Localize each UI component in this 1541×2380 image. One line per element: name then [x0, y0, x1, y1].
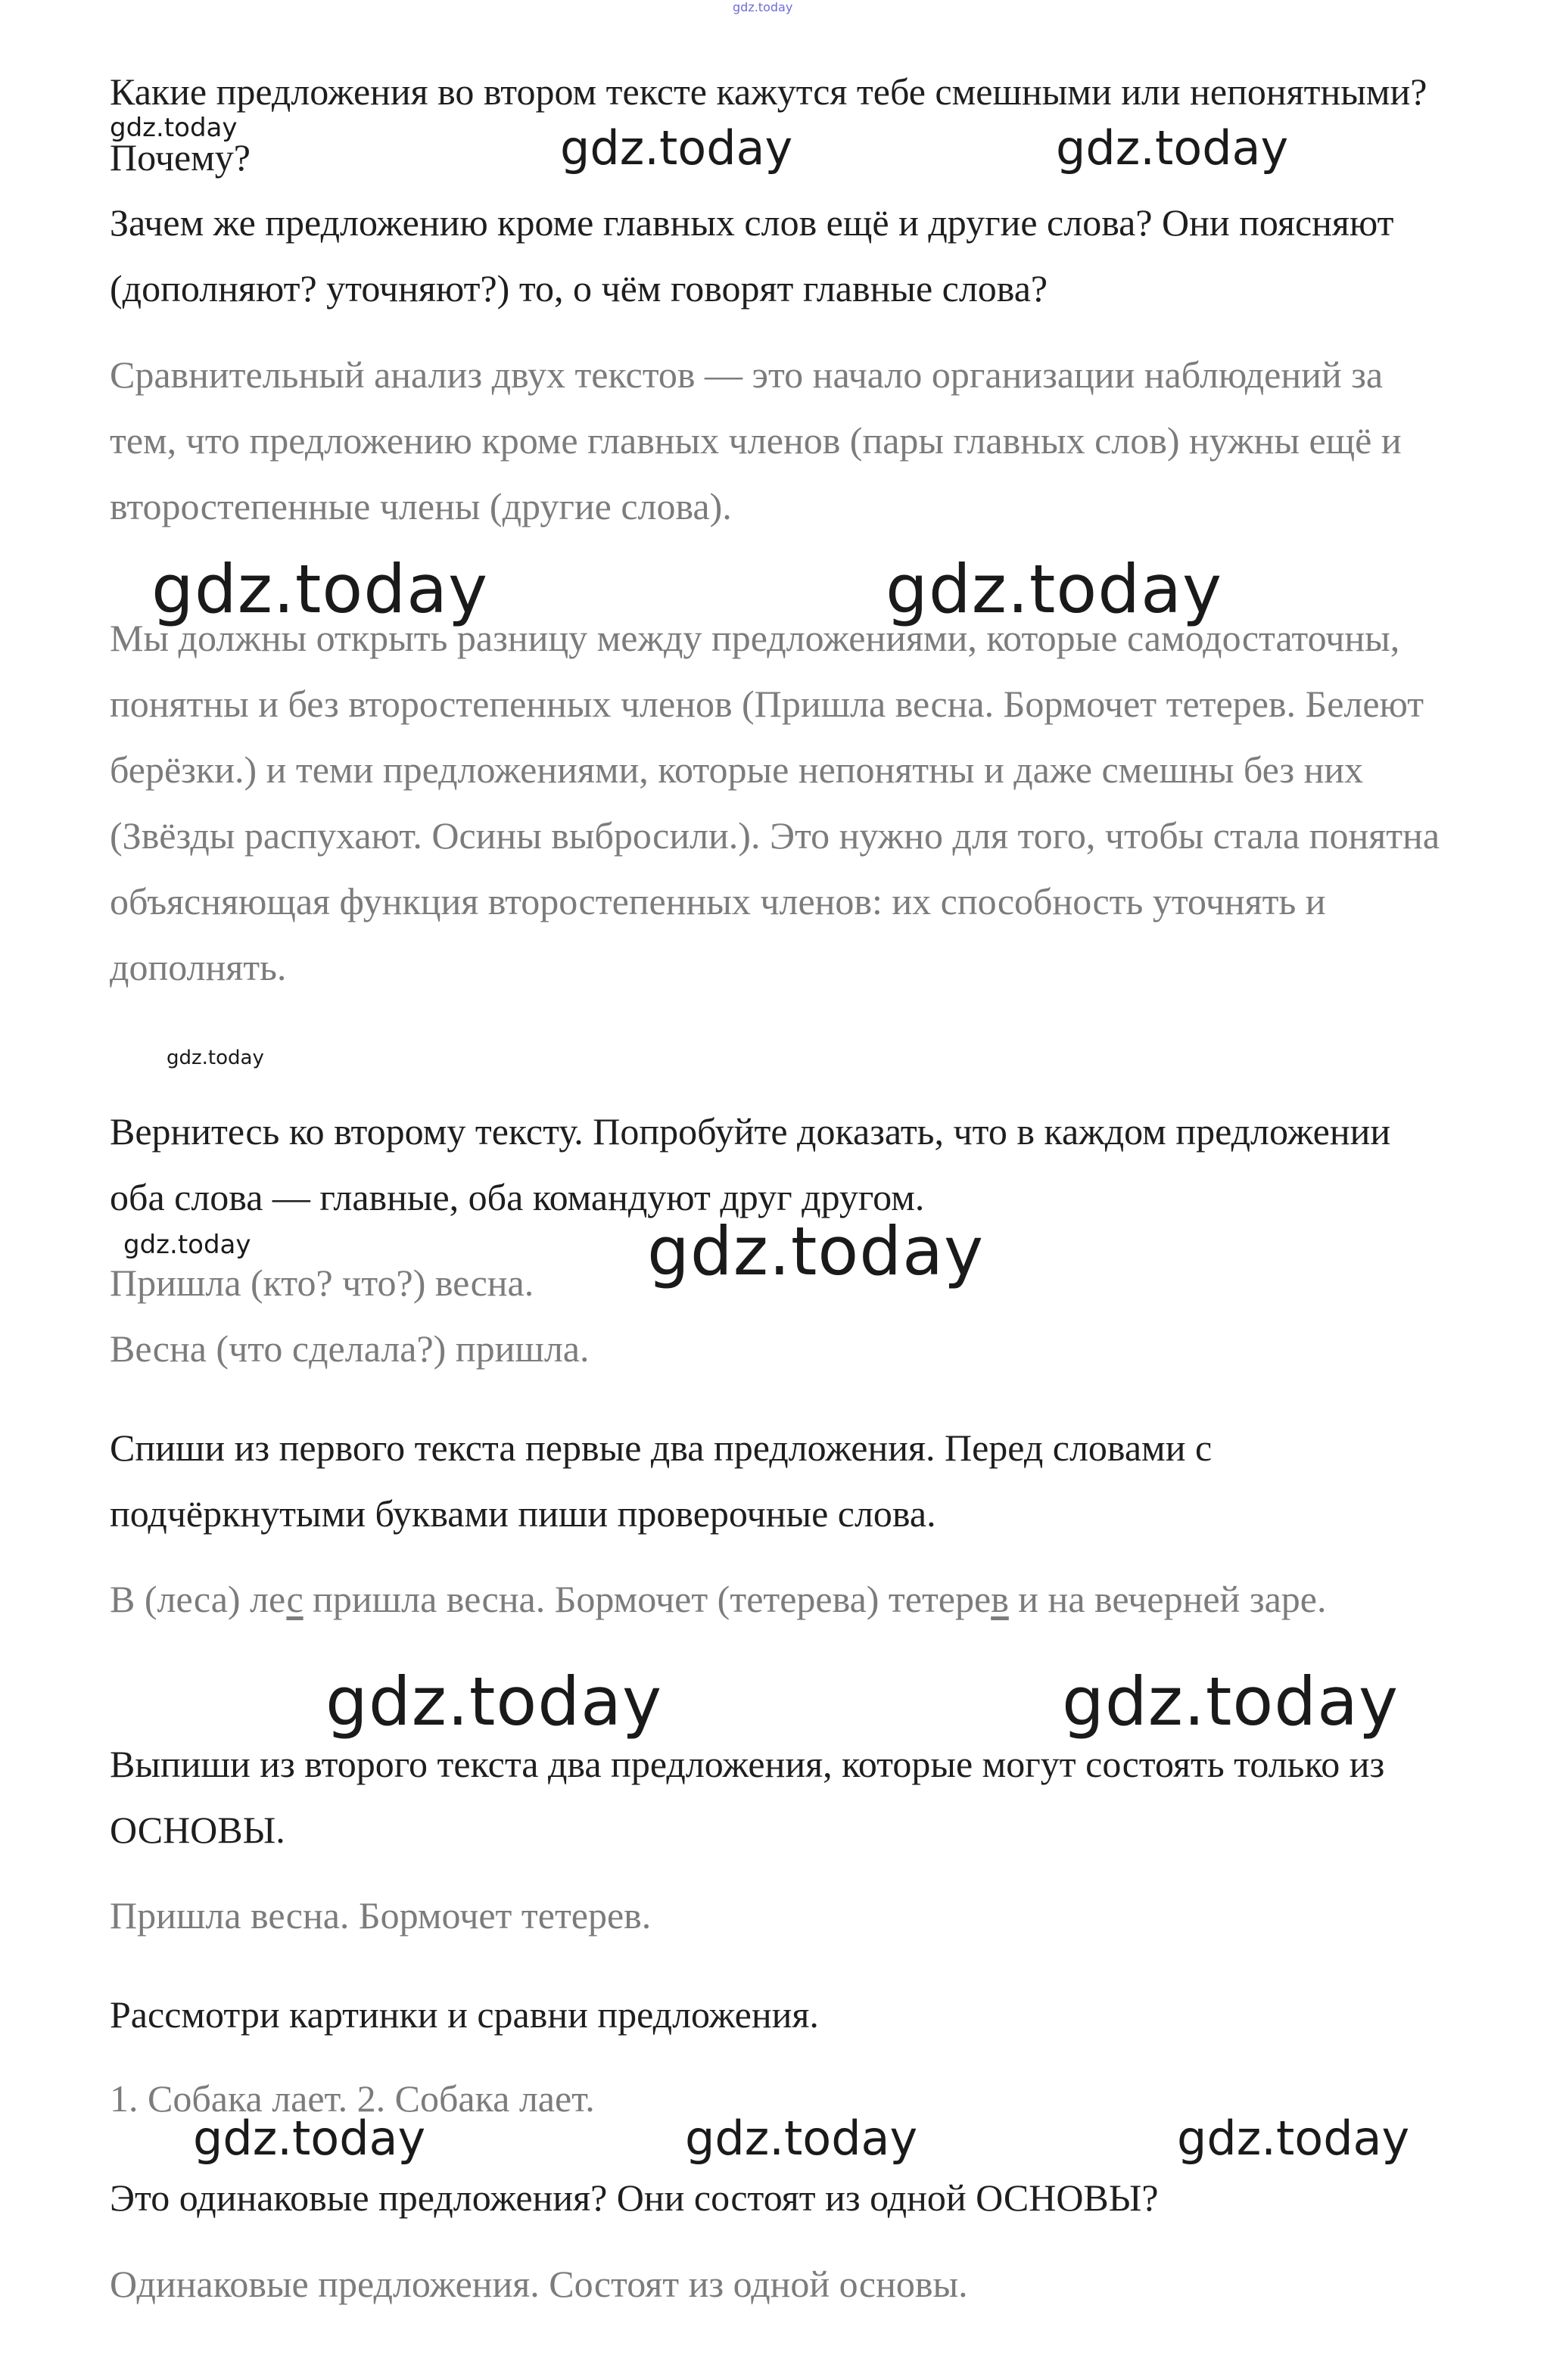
underlined-letter: с: [286, 1578, 304, 1620]
watermark: gdz.today: [647, 1212, 985, 1290]
question-return-to-second-text: Вернитесь ко второму тексту. Попробуйте доказать, что в каждом предложении оба слова — главные, оба командуют друг другом.: [110, 1110, 1391, 1218]
watermark: gdz.today: [1177, 2111, 1410, 2166]
answer-line-2: Весна (что сделала?) пришла.: [110, 1327, 590, 1370]
question-why-other-words: Зачем же предложению кроме главных слов ещё и другие слова? Они поясняют (дополняют? уточняют?) то, о чём говорят главные слова?: [110, 201, 1394, 310]
answer-comparative-analysis: Сравнительный анализ двух текстов — это начало организации наблюдений за тем, что предложению кроме главных членов (пары главных слов) нужны ещё и второстепенные члены (другие слова).: [110, 353, 1402, 527]
answer-difference-explanation: Мы должны открыть разницу между предложениями, которые самодостаточны, понятны и без второстепенных членов (Пришла весна. Бормочет тетерев. Белеют берёзки.) и теми предложениями, которые непонятны и даже смешны без них (Звёзды распухают. Осины выбросили.). Это нужно для того, чтобы стала понятна объясняющая функция второстепенных членов: их способность уточнять и дополнять.: [110, 617, 1440, 988]
answer-part: пришла весна. Бормочет (тетерева) тетере: [303, 1578, 992, 1620]
answer-line-1: Пришла (кто? что?) весна.: [110, 1262, 534, 1304]
watermark: gdz.today: [193, 2111, 426, 2166]
watermark: gdz.today: [325, 1663, 663, 1741]
answer-part: В (леса) ле: [110, 1578, 287, 1620]
underlined-letter: в: [991, 1578, 1009, 1620]
question-compare-pictures: Рассмотри картинки и сравни предложения.: [110, 1993, 819, 2036]
watermark: gdz.today: [1056, 120, 1289, 176]
answer-base-sentences: Пришла весна. Бормочет тетерев.: [110, 1894, 652, 1937]
watermark: gdz.today: [560, 120, 793, 176]
watermark: gdz.today: [151, 550, 489, 628]
answer-same-sentences: Одинаковые предложения. Состоят из одной основы.: [110, 2263, 968, 2305]
question-write-out-base: Выпиши из второго текста два предложения, которые могут состоять только из ОСНОВЫ.: [110, 1743, 1385, 1851]
watermark: gdz.today: [886, 550, 1223, 628]
answer-dog-barks: 1. Собака лает. 2. Собака лает.: [110, 2077, 595, 2120]
header-watermark: gdz.today: [733, 0, 793, 14]
watermark: gdz.today: [123, 1230, 251, 1260]
answer-copied-sentences: [110, 1566, 1442, 1632]
question-copy-sentences: Спиши из первого текста первые два предложения. Перед словами с подчёркнутыми буквами пиши проверочные слова.: [110, 1426, 1213, 1535]
watermark: gdz.today: [685, 2111, 918, 2166]
watermark: gdz.today: [1062, 1663, 1399, 1741]
question-funny-sentences: Какие предложения во втором тексте кажутся тебе смешными или непонятными? Почему?: [110, 70, 1427, 179]
watermark: gdz.today: [167, 1047, 264, 1069]
question-same-sentences: Это одинаковые предложения? Они состоят из одной ОСНОВЫ?: [110, 2176, 1159, 2219]
answer-part: и на вечерней заре.: [1008, 1578, 1327, 1620]
watermark: gdz.today: [110, 113, 238, 143]
